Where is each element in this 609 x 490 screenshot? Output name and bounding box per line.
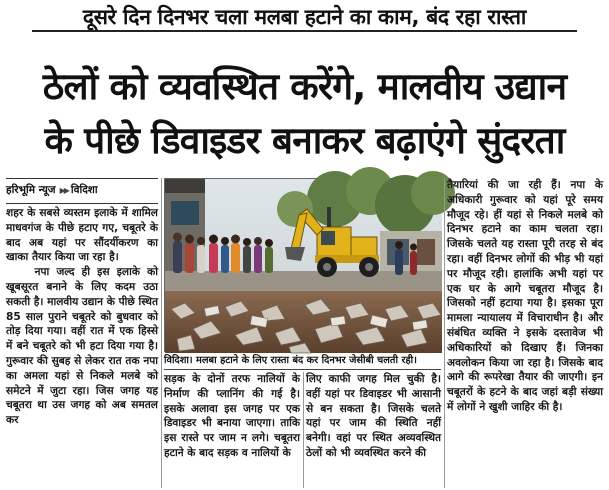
- headline-line-1: ठेलों को व्यवस्थित करेंगे, मालवीय उद्यान: [42, 65, 567, 108]
- article-column-1: शहर के सबसे व्यस्तम इलाके में शामिल माधवगंज के पीछे हटाए गए, चबूतरे के बाद अब यहां पर सौंदर्यीकरण का खाका तैयार किया जा रहा है। नपा जल्द ही इस इलाके को खूबसूरत बनाने के लिए कदम उठा सकती है। मालवीय उद्यान के पीछे स्थित 85 साल पुराने चबूतरे को बुधवार को तोड़ दिया गया। वहीं रात में एक हिस्से में बने चबूतरे को भी हटा दिया गया है। गुरूवार की सुबह से लेकर रात तक नपा का अमला यहां से निकले मलबे को समेटने में जुटा रहा। जिस जगह यह चबूतरा था उस जगह को अब समतल कर: [6, 207, 158, 427]
- photo-caption: विदिशा। मलबा हटाने के लिए रास्ता बंद कर दिनभर जेसीबी चलती रही।: [164, 353, 441, 370]
- article-column-2: सड़क के दोनों तरफ नालियों के निर्माण की प्लानिंग की गई है। इसके अलावा इस जगह पर एक डिवाइडर भी बनाया जाएगा। ताकि इस रास्ते पर जाम न लगे। चबूतरा हटाने के बाद सड़क व नालियों के: [164, 373, 304, 459]
- headline-line-2: के पीछे डिवाइडर बनाकर बढ़ाएंगे सुंदरता: [44, 119, 565, 162]
- byline: [6, 178, 158, 204]
- column-divider: [161, 178, 162, 488]
- article-column-3: लिए काफी जगह मिल चुकी है। वहीं यहां पर डिवाइडर भी आसानी से बन सकता है। जिसके चलते यहां पर जाम की स्थिति नहीं बनेगी। वहां पर स्थित अव्यवस्थित ठेलों को भी व्यवस्थित करने की: [306, 373, 445, 459]
- article-column-4: तैयारियां की जा रही हैं। नपा के अधिकारी गुरूवार को यहां पूरे समय मौजूद रहे। हीं यहां से निकले मलबे को दिनभर हटाने का काम चलता रहा। जिसके चलते यह रास्ता पूरी तरह से बंद रहा। वहीं दिनभर लोगों की भीड़ भी यहां पर मौजूद रही। हालांकि अभी यहां पर एक घर के आगे चबूतरा मौजूद है। जिसको नहीं हटाया गया है। इसका पूरा मामला न्यायालय में विचाराधीन है। और संबंधित व्यक्ति ने इसके दस्तावेज भी अधिकारियों को दिखाए हैं। जिनका अवलोकन किया जा रहा है। जिसके बाद आगे की रूपरेखा तैयार की जाएगी। इन चबूतरों के हटने के बाद जहां बड़ी संख्या में लोगों ने खुशी जाहिर की है।: [447, 179, 607, 413]
- kicker-underline: [32, 30, 577, 32]
- byline-source: हरिभूमि न्यूज: [6, 184, 56, 196]
- news-photo-jcb-debris: [164, 178, 441, 352]
- byline-arrow-icon: ▶▶: [59, 186, 68, 195]
- kicker-headline: दूसरे दिन दिनभर चला मलबा हटाने का काम, बंद रहा रास्ता: [82, 5, 527, 29]
- column-divider: [444, 178, 445, 488]
- byline-location: विदिशा: [70, 184, 98, 196]
- column-divider: [303, 372, 304, 488]
